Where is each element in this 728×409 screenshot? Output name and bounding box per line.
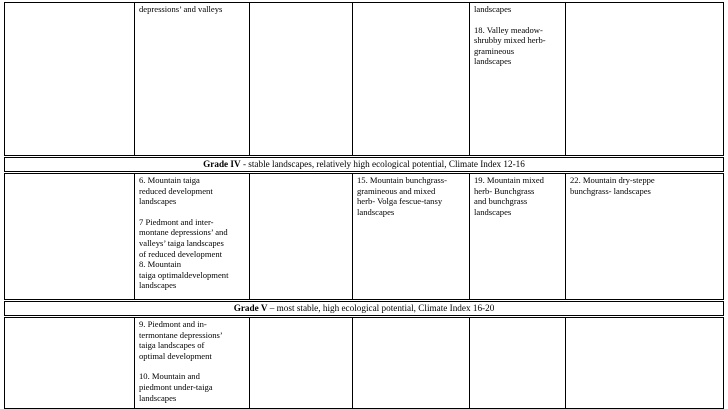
table-cell <box>5 317 135 409</box>
table-cell <box>566 317 724 409</box>
grade-band <box>5 157 724 173</box>
cell-text: 22. Mountain dry-steppe bunchgrass- landscapes <box>570 175 655 196</box>
grade-band-row <box>5 157 724 173</box>
table-cell <box>250 173 353 301</box>
grade-description: – most stable, high ecological potential, Climate Index 16-20 <box>267 303 495 313</box>
table-cell <box>470 317 566 409</box>
table-cell <box>5 173 135 301</box>
grade-description: - stable landscapes, relatively high ecological potential, Climate Index 12-16 <box>240 159 525 169</box>
cell-text: 18. Valley meadow- shrubby mixed herb- gramineous landscapes <box>474 24 546 67</box>
table-row <box>5 3 724 157</box>
cell-text: 6. Mountain taiga reduced development landscapes <box>139 175 213 207</box>
landscape-grade-table <box>4 2 724 409</box>
table-cell <box>5 3 135 157</box>
table-cell <box>250 3 353 157</box>
grade-band-row <box>5 301 724 317</box>
table-cell <box>353 3 470 157</box>
cell-text: 15. Mountain bunchgrass- gramineous and mixed herb- Volga fescue-tansy landscapes <box>357 175 447 217</box>
table-cell <box>135 3 250 157</box>
table-cell <box>353 173 470 301</box>
table-row <box>5 173 724 301</box>
grade-band <box>5 301 724 317</box>
table-cell <box>135 317 250 409</box>
table-cell <box>566 3 724 157</box>
grade-label: Grade V <box>233 303 268 313</box>
table-cell <box>470 173 566 301</box>
cell-text: 9. Piedmont and in- termontane depressions’ taiga landscapes of optimal development <box>139 319 223 361</box>
table-cell <box>250 317 353 409</box>
cell-text: 10. Mountain and piedmont under-taiga landscapes <box>139 371 213 403</box>
table-cell <box>353 317 470 409</box>
table-cell <box>135 173 250 301</box>
cell-text: 7 Piedmont and inter- montane depressions’ and valleys’ taiga landscapes of reduced development 8. Mountain taiga optimaldevelopment landscapes <box>139 216 229 291</box>
table-cell <box>566 173 724 301</box>
table-cell <box>470 3 566 157</box>
cell-text: landscapes <box>474 4 512 14</box>
grade-label: Grade IV <box>203 159 241 169</box>
cell-text: depressions’ and valleys <box>139 4 223 14</box>
cell-text: 19. Mountain mixed herb- Bunchgrass and bunchgrass landscapes <box>474 175 544 217</box>
table-row <box>5 317 724 409</box>
